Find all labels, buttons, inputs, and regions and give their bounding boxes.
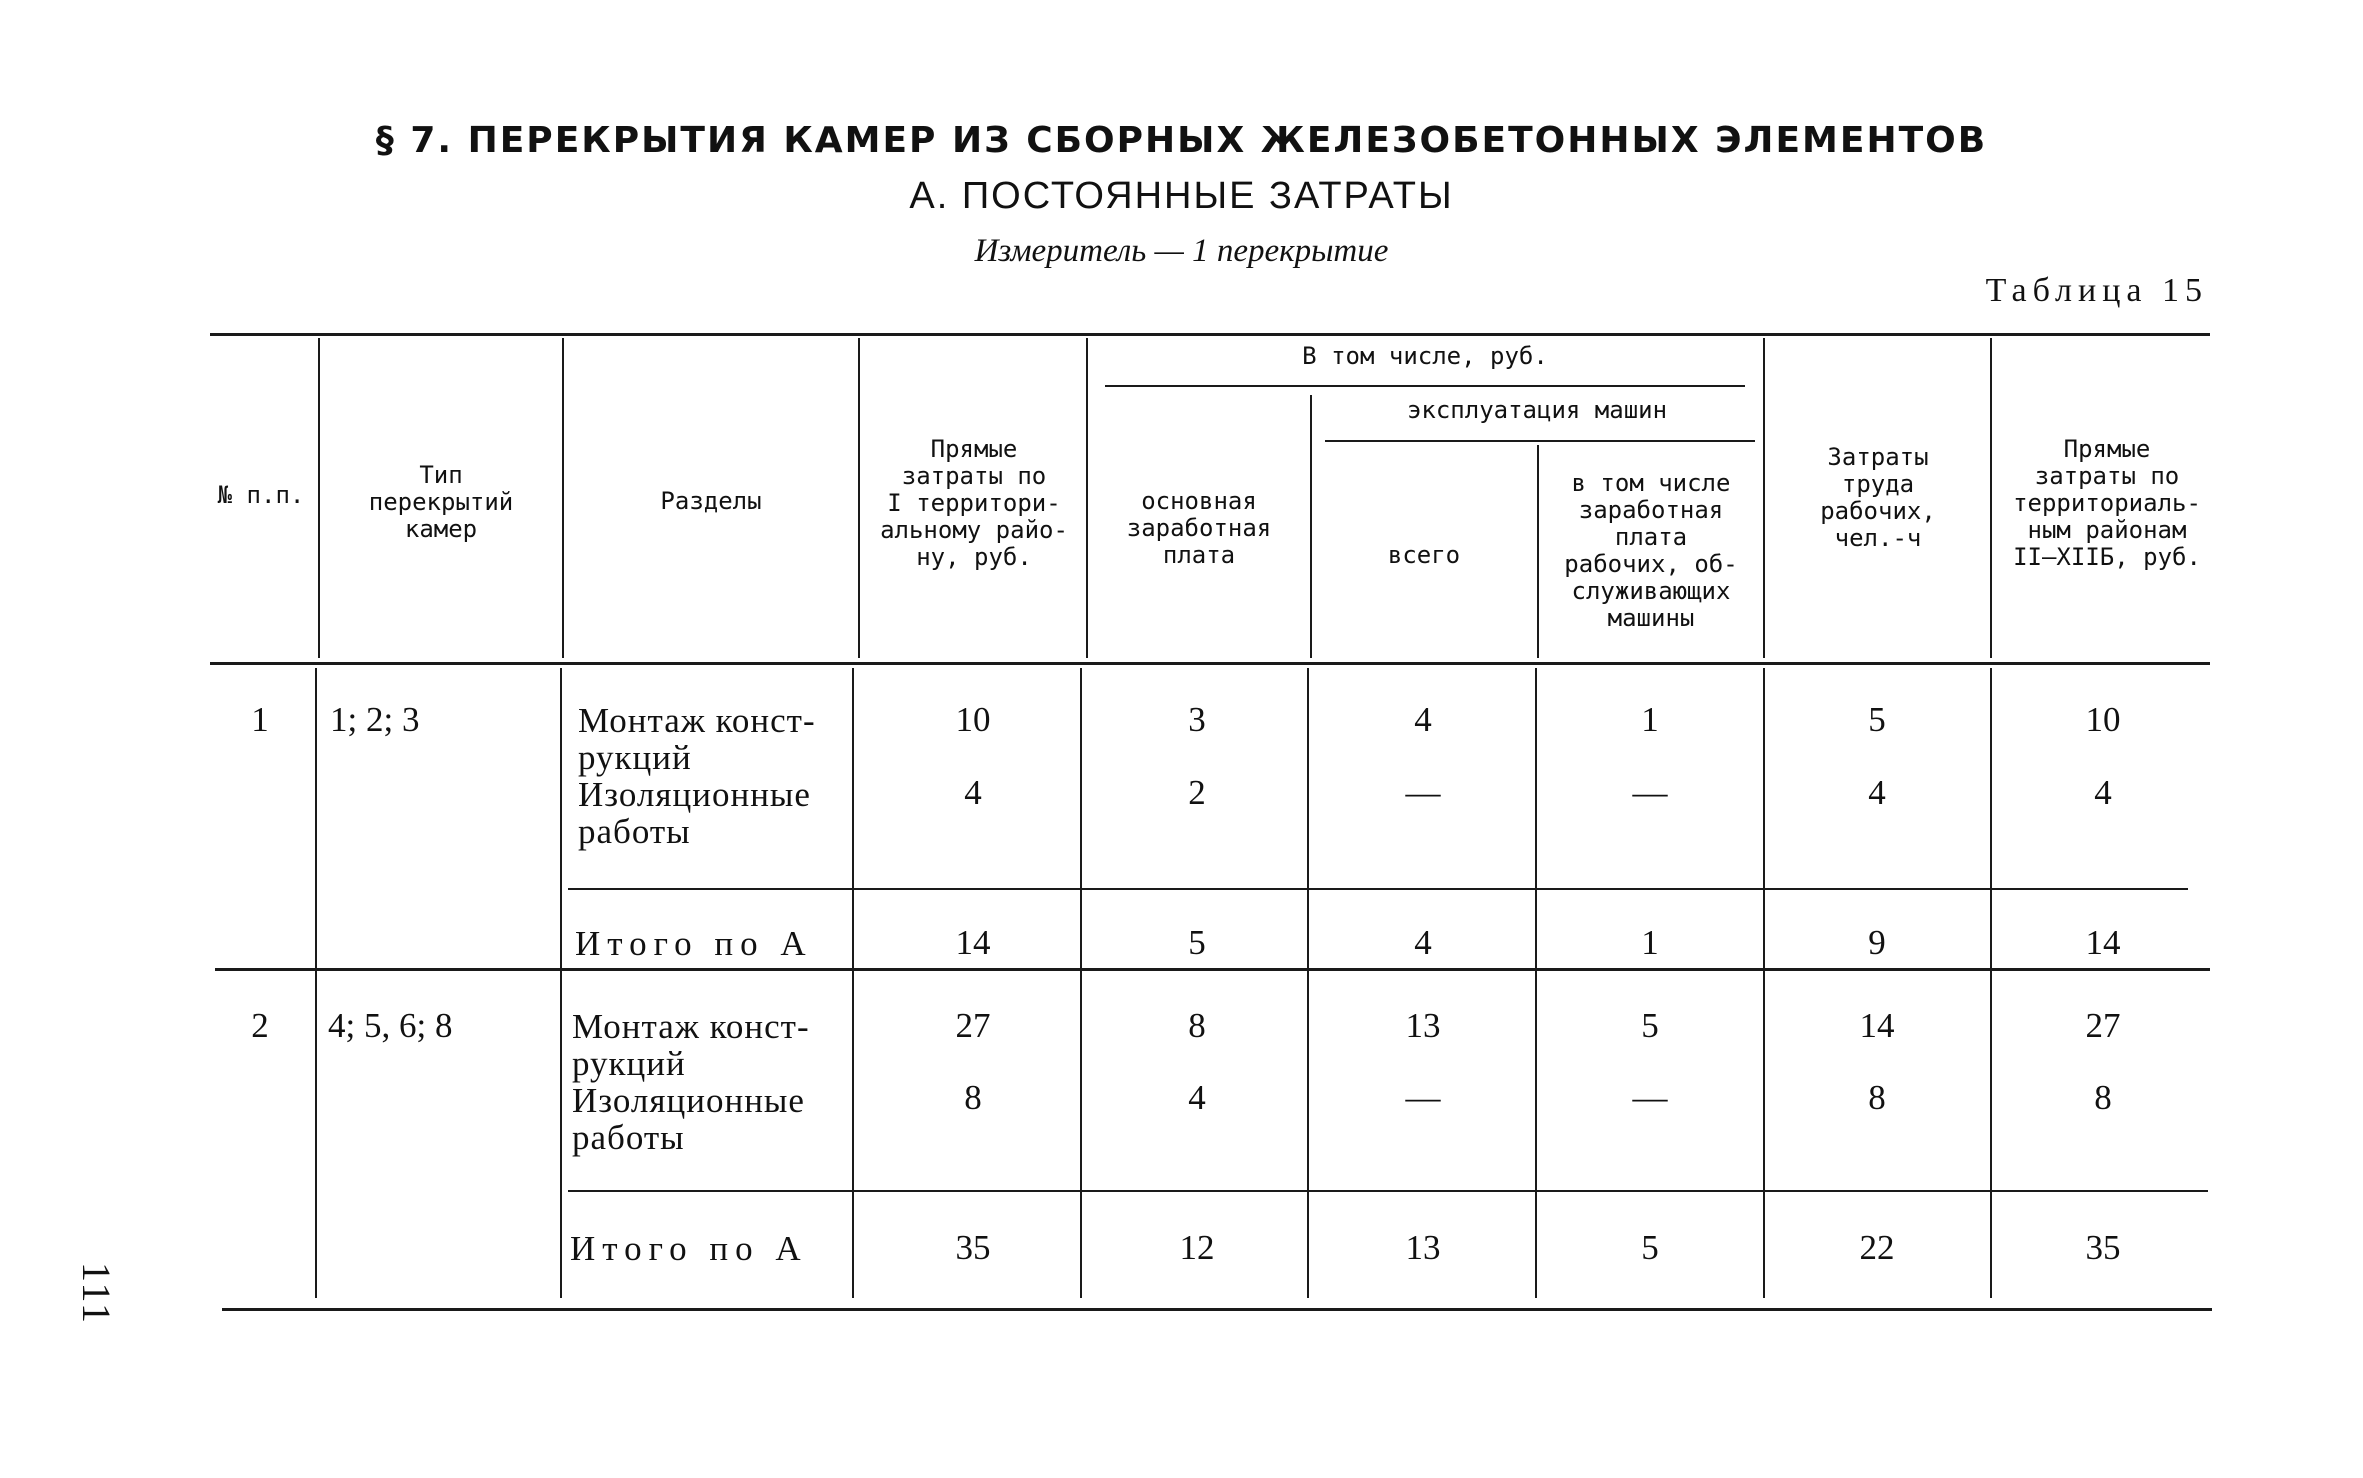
cell-machines-wage: — bbox=[1632, 1078, 1668, 1117]
total-base-wage: 12 bbox=[1179, 1228, 1215, 1267]
cell-direct1: 8 bbox=[964, 1078, 982, 1117]
header-type: Тип перекрытий камер bbox=[368, 461, 514, 543]
table-label: Таблица 15 bbox=[1985, 272, 2208, 309]
header-bottom-rule bbox=[210, 662, 2210, 665]
cell-base-wage: 4 bbox=[1188, 1078, 1206, 1117]
total-machines-wage: 5 bbox=[1641, 1228, 1659, 1267]
cell-machines-total: 13 bbox=[1405, 1006, 1441, 1045]
col-divider bbox=[1086, 338, 1088, 658]
col-divider bbox=[318, 338, 320, 658]
row-section: Монтаж конст- рукций Изоляционные работы bbox=[578, 701, 816, 851]
cell-base-wage: 3 bbox=[1188, 700, 1206, 739]
col-divider bbox=[1990, 338, 1992, 658]
cell-machines-wage: 1 bbox=[1641, 700, 1659, 739]
header-machines-wage: в том числе заработная плата рабочих, об- служивающих машины bbox=[1564, 469, 1738, 632]
cell-machines-wage: 5 bbox=[1641, 1006, 1659, 1045]
header-sections: Разделы bbox=[660, 487, 762, 515]
col-divider bbox=[1307, 668, 1309, 1298]
total-machines-total: 4 bbox=[1414, 923, 1432, 962]
page-number: 111 bbox=[74, 1262, 119, 1326]
header-machines-total: всего bbox=[1387, 541, 1461, 569]
cell-machines-total: — bbox=[1405, 1078, 1441, 1117]
col-divider bbox=[852, 668, 854, 1298]
col-divider bbox=[1080, 668, 1082, 1298]
page-title: § 7. ПЕРЕКРЫТИЯ КАМЕР ИЗ СБОРНЫХ ЖЕЛЕЗОБЕТОННЫХ ЭЛЕМЕНТОВ bbox=[375, 120, 1988, 161]
group-divider-rule bbox=[215, 968, 2210, 971]
total-labor: 22 bbox=[1859, 1228, 1895, 1267]
row-num: 2 bbox=[251, 1006, 269, 1045]
total-direct1: 14 bbox=[955, 923, 991, 962]
cell-labor: 4 bbox=[1868, 773, 1886, 812]
table-bottom-rule bbox=[222, 1308, 2212, 1311]
col-divider bbox=[560, 668, 562, 1298]
cell-labor: 8 bbox=[1868, 1078, 1886, 1117]
col-divider bbox=[1310, 395, 1312, 658]
total-label: Итого по А bbox=[570, 1229, 808, 1268]
cell-base-wage: 8 bbox=[1188, 1006, 1206, 1045]
total-direct2: 14 bbox=[2085, 923, 2121, 962]
cell-machines-total: 4 bbox=[1414, 700, 1432, 739]
header-machines-group: эксплуатация машин bbox=[1406, 396, 1668, 424]
cell-machines-total: — bbox=[1405, 773, 1441, 812]
total-direct1: 35 bbox=[955, 1228, 991, 1267]
subtotal-rule-2 bbox=[568, 1190, 2208, 1192]
incl-group-rule bbox=[1105, 385, 1745, 387]
header-direct-costs-2: Прямые затраты по территориаль- ным районам II—XIIБ, руб. bbox=[2013, 435, 2201, 571]
cell-direct1: 10 bbox=[955, 700, 991, 739]
total-base-wage: 5 bbox=[1188, 923, 1206, 962]
table-top-rule bbox=[210, 333, 2210, 336]
col-divider bbox=[1537, 445, 1539, 658]
cell-direct1: 4 bbox=[964, 773, 982, 812]
cell-direct2: 4 bbox=[2094, 773, 2112, 812]
total-machines-wage: 1 bbox=[1641, 923, 1659, 962]
total-machines-total: 13 bbox=[1405, 1228, 1441, 1267]
total-label: Итого по А bbox=[575, 924, 813, 963]
cell-base-wage: 2 bbox=[1188, 773, 1206, 812]
cell-direct2: 8 bbox=[2094, 1078, 2112, 1117]
header-base-wage: основная заработная плата bbox=[1126, 487, 1272, 569]
header-direct-costs-1: Прямые затраты по I территори- альному райо- ну, руб. bbox=[880, 435, 1068, 571]
cell-direct2: 27 bbox=[2085, 1006, 2121, 1045]
subtotal-rule-1 bbox=[568, 888, 2188, 890]
header-num: № п.п. bbox=[217, 481, 305, 509]
cell-direct1: 27 bbox=[955, 1006, 991, 1045]
row-type: 4; 5, 6; 8 bbox=[328, 1006, 453, 1045]
total-labor: 9 bbox=[1868, 923, 1886, 962]
header-labor: Затраты труда рабочих, чел.-ч bbox=[1820, 443, 1936, 552]
row-type: 1; 2; 3 bbox=[330, 700, 420, 739]
machines-group-rule bbox=[1325, 440, 1755, 442]
cell-labor: 14 bbox=[1859, 1006, 1895, 1045]
row-num: 1 bbox=[251, 700, 269, 739]
cell-machines-wage: — bbox=[1632, 773, 1668, 812]
total-direct2: 35 bbox=[2085, 1228, 2121, 1267]
col-divider bbox=[1763, 668, 1765, 1298]
col-divider bbox=[1990, 668, 1992, 1298]
cell-direct2: 10 bbox=[2085, 700, 2121, 739]
header-including-group: В том числе, руб. bbox=[1302, 342, 1548, 370]
cell-labor: 5 bbox=[1868, 700, 1886, 739]
col-divider bbox=[1535, 668, 1537, 1298]
col-divider bbox=[1763, 338, 1765, 658]
unit-of-measure: Измеритель — 1 перекрытие bbox=[974, 233, 1389, 269]
col-divider bbox=[315, 668, 317, 1298]
row-section: Монтаж конст- рукций Изоляционные работы bbox=[572, 1007, 810, 1157]
col-divider bbox=[562, 338, 564, 658]
col-divider bbox=[858, 338, 860, 658]
section-subtitle: А. ПОСТОЯННЫЕ ЗАТРАТЫ bbox=[909, 175, 1454, 217]
